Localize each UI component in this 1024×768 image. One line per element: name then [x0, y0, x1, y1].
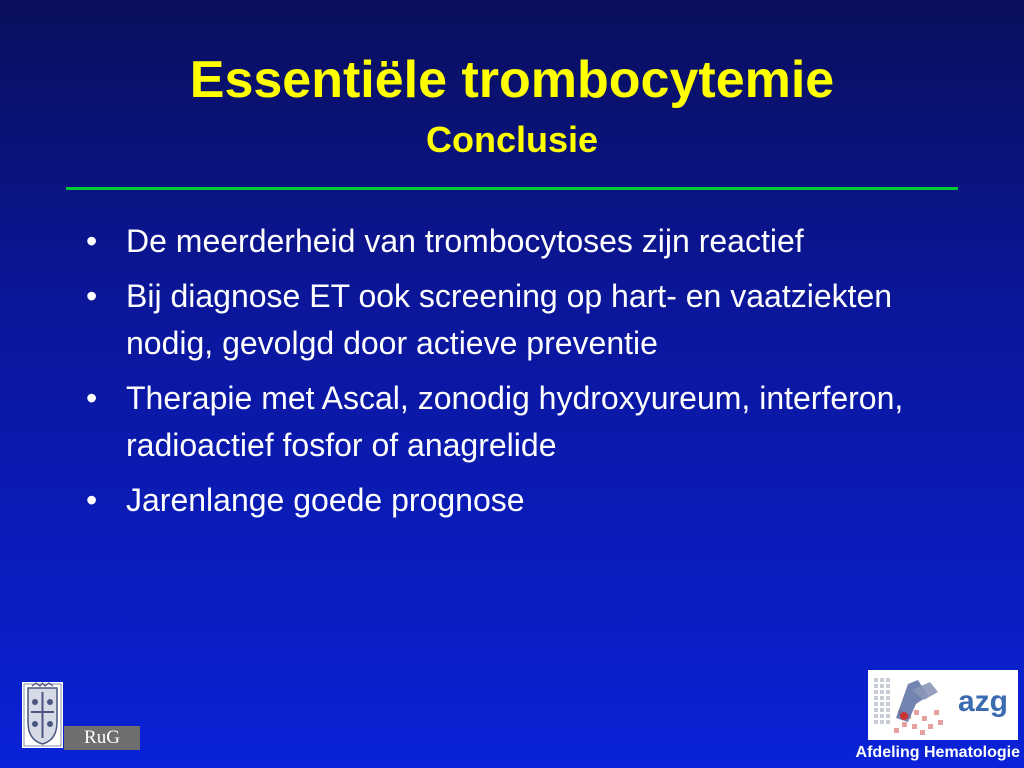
- university-crest-icon: [22, 682, 63, 748]
- slide-title: Essentiële trombocytemie: [189, 51, 835, 109]
- azg-emblem-icon: [868, 670, 952, 740]
- title-divider: [66, 187, 958, 190]
- bullet-item: [86, 218, 926, 265]
- bullet-text: Bij diagnose ET ook screening op hart- en vaatziekten nodig, gevolgd door actieve preventie: [126, 278, 893, 361]
- rug-logo: RuG: [64, 726, 140, 750]
- bullet-item: [86, 375, 926, 469]
- bullet-text: De meerderheid van trombocytoses zijn reactief: [126, 223, 804, 259]
- slide-subtitle: Conclusie: [425, 119, 599, 160]
- azg-logo-text: azg: [957, 685, 1008, 718]
- bullet-icon: •: [86, 482, 98, 518]
- bullet-icon: •: [86, 223, 98, 259]
- bullet-text: Jarenlange goede prognose: [126, 482, 525, 518]
- bullet-list: [86, 218, 926, 532]
- azg-logo: [868, 670, 1018, 740]
- footer-department: Afdeling Hematologie: [855, 744, 1020, 761]
- bullet-icon: •: [86, 278, 98, 314]
- bullet-text: Therapie met Ascal, zonodig hydroxyureum, interferon, radioactief fosfor of anagrelide: [126, 380, 904, 463]
- bullet-item: [86, 273, 926, 367]
- bullet-icon: •: [86, 380, 98, 416]
- bullet-item: [86, 477, 926, 524]
